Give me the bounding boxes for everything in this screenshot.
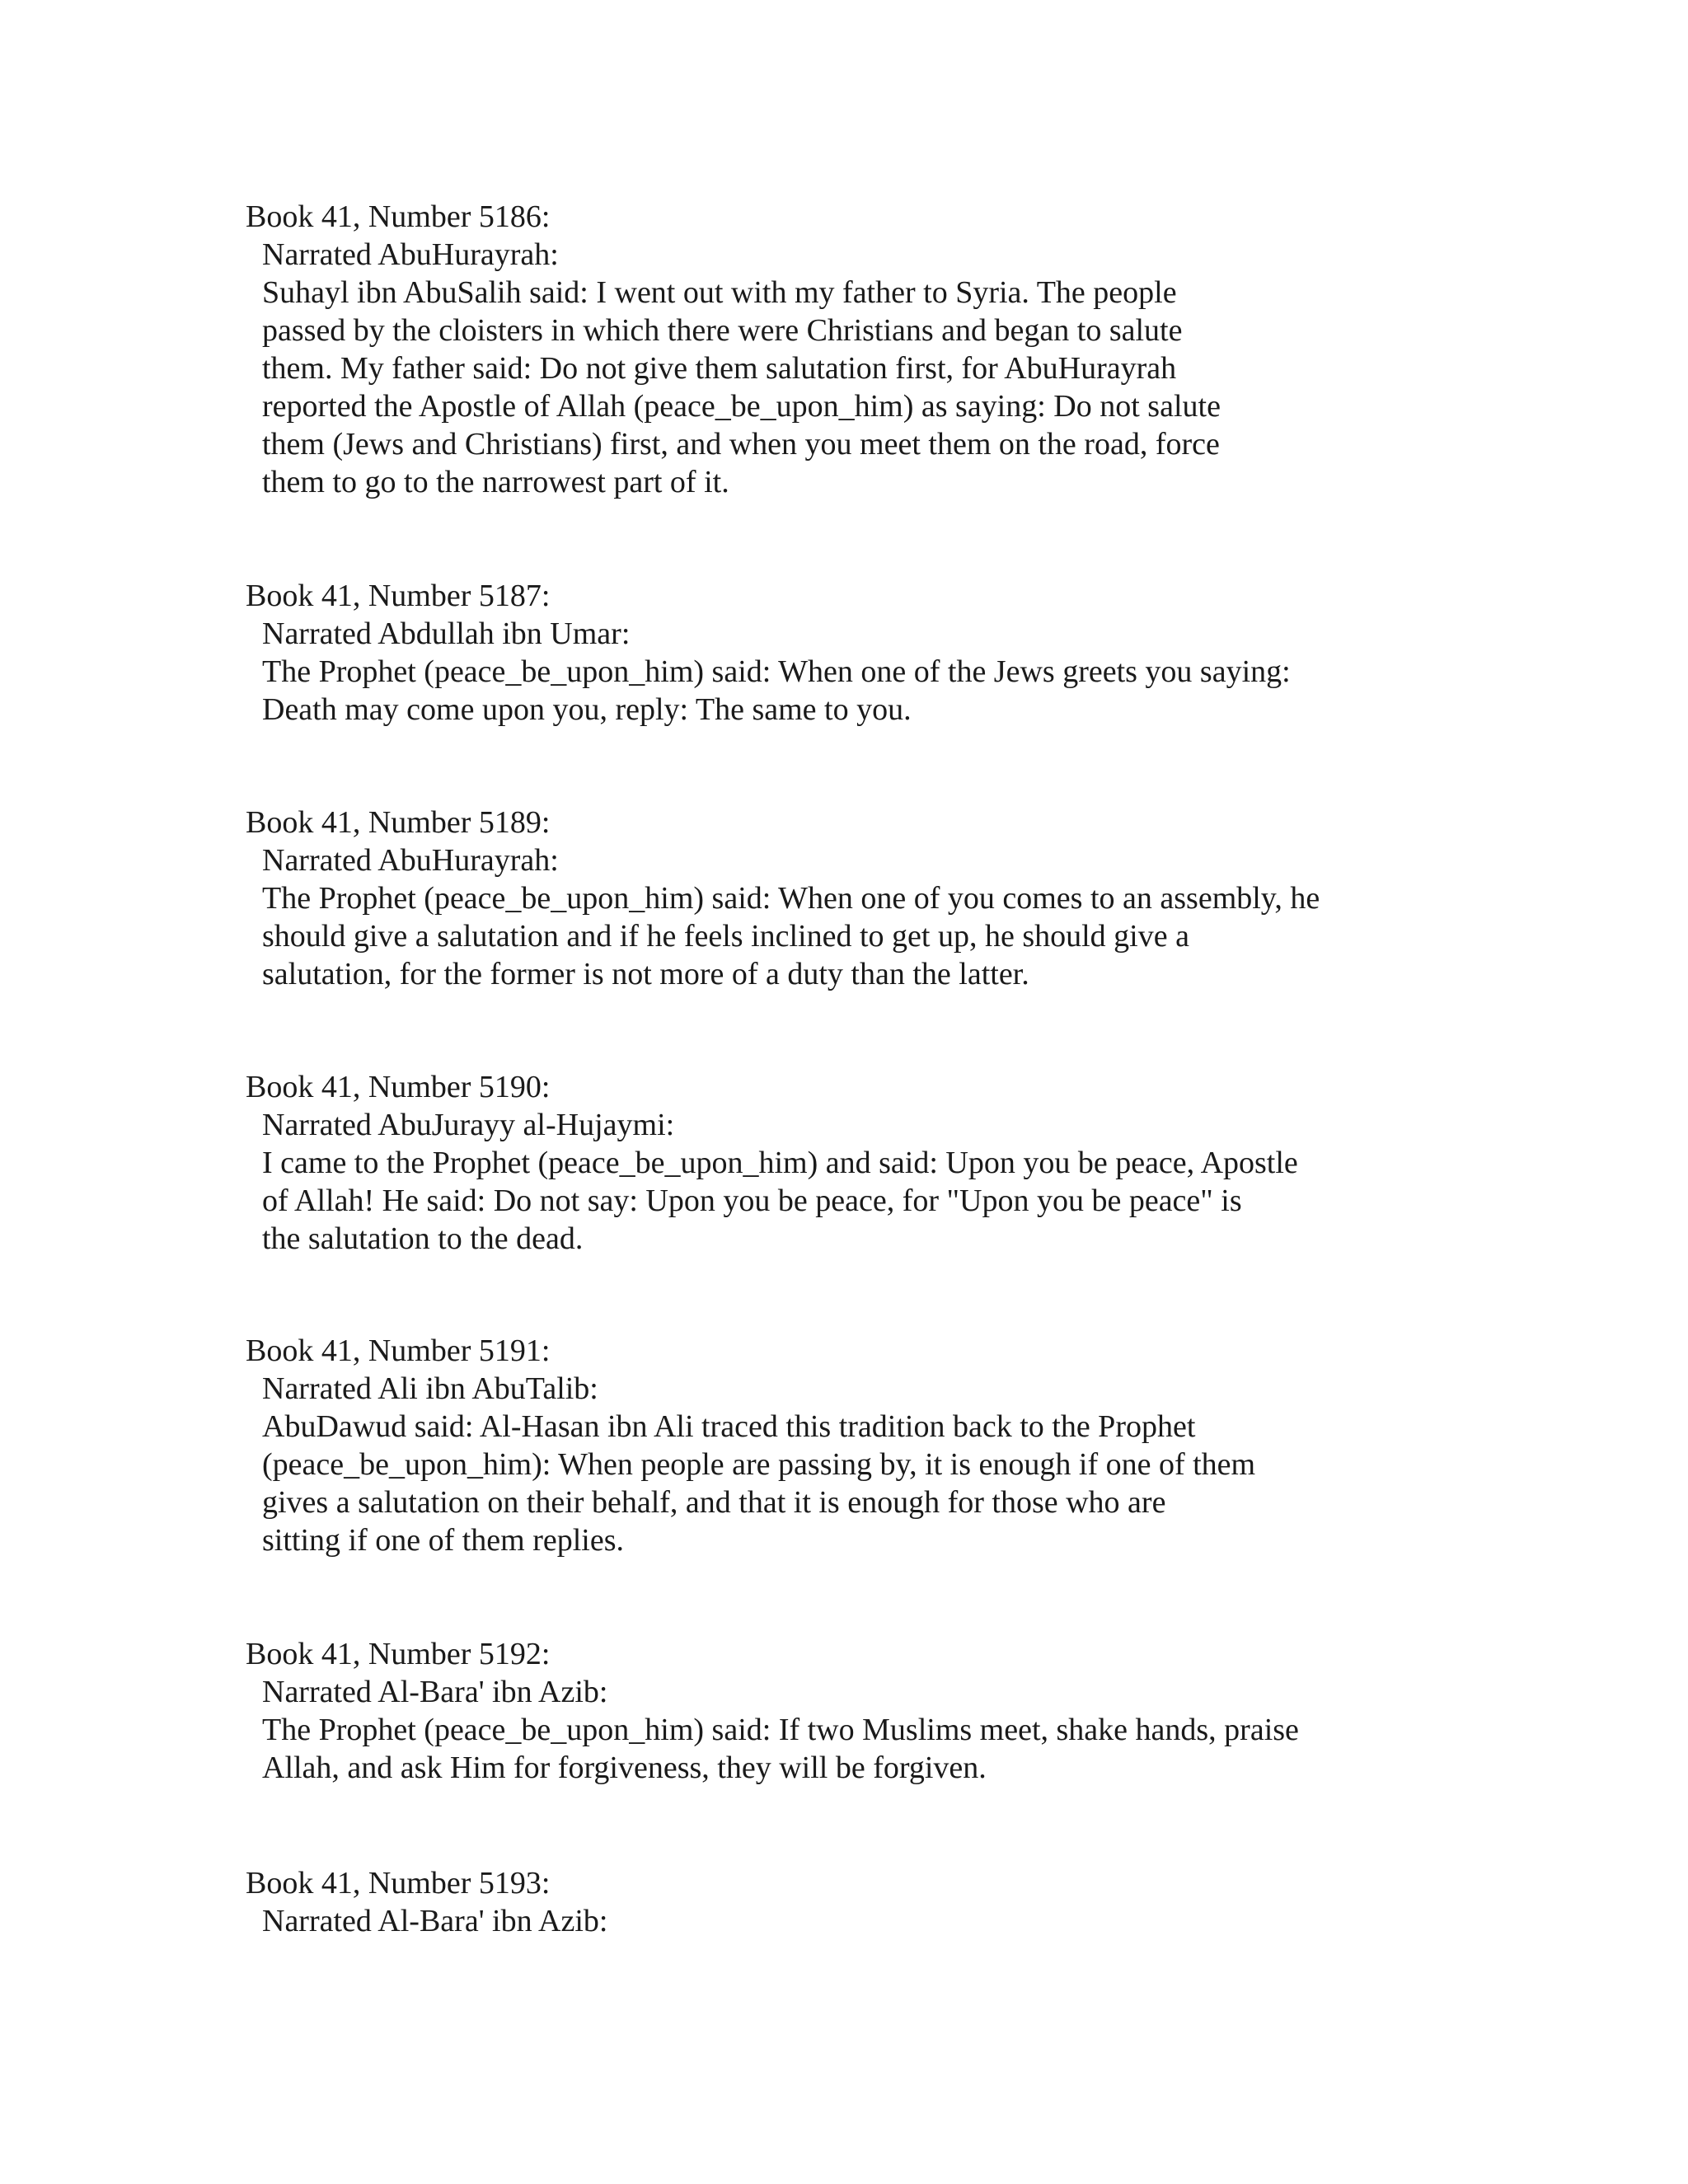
entry-line: should give a salutation and if he feels inclined to get up, he should give a xyxy=(262,919,1189,954)
entry-body xyxy=(262,1408,1482,1559)
entry-line: them. My father said: Do not give them salutation first, for AbuHurayrah xyxy=(262,351,1177,386)
entry-line: salutation, for the former is not more of a duty than the latter. xyxy=(262,957,1029,991)
entry-line: Death may come upon you, reply: The same to you. xyxy=(262,692,912,727)
entry-line: them to go to the narrowest part of it. xyxy=(262,465,729,499)
entry-title: Book 41, Number 5189: xyxy=(246,805,551,840)
entry-line: them (Jews and Christians) first, and when you meet them on the road, force xyxy=(262,427,1220,462)
entry-narrator: Narrated Abdullah ibn Umar: xyxy=(262,616,631,651)
entry-title: Book 41, Number 5186: xyxy=(246,199,551,234)
entry-narrator: Narrated Al-Bara' ibn Azib: xyxy=(262,1675,608,1709)
entry-line: The Prophet (peace_be_upon_him) said: When one of the Jews greets you saying: xyxy=(262,654,1291,689)
entry-title: Book 41, Number 5192: xyxy=(246,1637,551,1671)
entry-title: Book 41, Number 5190: xyxy=(246,1070,551,1104)
entry-narrator: Narrated AbuJurayy al-Hujaymi: xyxy=(262,1108,675,1142)
entry-line: reported the Apostle of Allah (peace_be_upon_him) as saying: Do not salute xyxy=(262,389,1221,424)
hadith-entry-5192 xyxy=(246,1635,1482,1787)
entry-body xyxy=(262,1711,1482,1787)
entry-line: (peace_be_upon_him): When people are passing by, it is enough if one of them xyxy=(262,1447,1256,1482)
hadith-entry-5190 xyxy=(246,1068,1482,1258)
entry-line: Suhayl ibn AbuSalih said: I went out with my father to Syria. The people xyxy=(262,275,1177,310)
hadith-entry-5186 xyxy=(246,198,1482,501)
entry-line: AbuDawud said: Al-Hasan ibn Ali traced this tradition back to the Prophet xyxy=(262,1409,1196,1444)
entry-narrator: Narrated AbuHurayrah: xyxy=(262,843,559,878)
entry-body xyxy=(262,274,1482,501)
hadith-entry-5189 xyxy=(246,804,1482,993)
hadith-entry-5191 xyxy=(246,1332,1482,1559)
entry-line: of Allah! He said: Do not say: Upon you be peace, for "Upon you be peace" is xyxy=(262,1183,1242,1218)
entry-line: Allah, and ask Him for forgiveness, they will be forgiven. xyxy=(262,1750,987,1785)
entry-narrator: Narrated Al-Bara' ibn Azib: xyxy=(262,1904,608,1938)
entry-line: The Prophet (peace_be_upon_him) said: If two Muslims meet, shake hands, praise xyxy=(262,1713,1299,1747)
entry-body xyxy=(262,879,1482,993)
entry-body xyxy=(262,1144,1482,1258)
entry-narrator: Narrated AbuHurayrah: xyxy=(262,237,559,272)
entry-line: gives a salutation on their behalf, and that it is enough for those who are xyxy=(262,1485,1166,1520)
entry-title: Book 41, Number 5193: xyxy=(246,1866,551,1900)
entry-line: I came to the Prophet (peace_be_upon_him) and said: Upon you be peace, Apostle xyxy=(262,1146,1298,1180)
entry-line: passed by the cloisters in which there were Christians and began to salute xyxy=(262,313,1183,348)
hadith-entry-5193 xyxy=(246,1864,1482,1940)
entry-title: Book 41, Number 5187: xyxy=(246,579,551,613)
entry-line: sitting if one of them replies. xyxy=(262,1523,625,1558)
entry-body xyxy=(262,653,1482,729)
entry-title: Book 41, Number 5191: xyxy=(246,1333,551,1368)
hadith-entry-5187 xyxy=(246,577,1482,729)
entry-line: The Prophet (peace_be_upon_him) said: When one of you comes to an assembly, he xyxy=(262,881,1320,916)
entry-line: the salutation to the dead. xyxy=(262,1221,584,1256)
entry-narrator: Narrated Ali ibn AbuTalib: xyxy=(262,1371,598,1406)
